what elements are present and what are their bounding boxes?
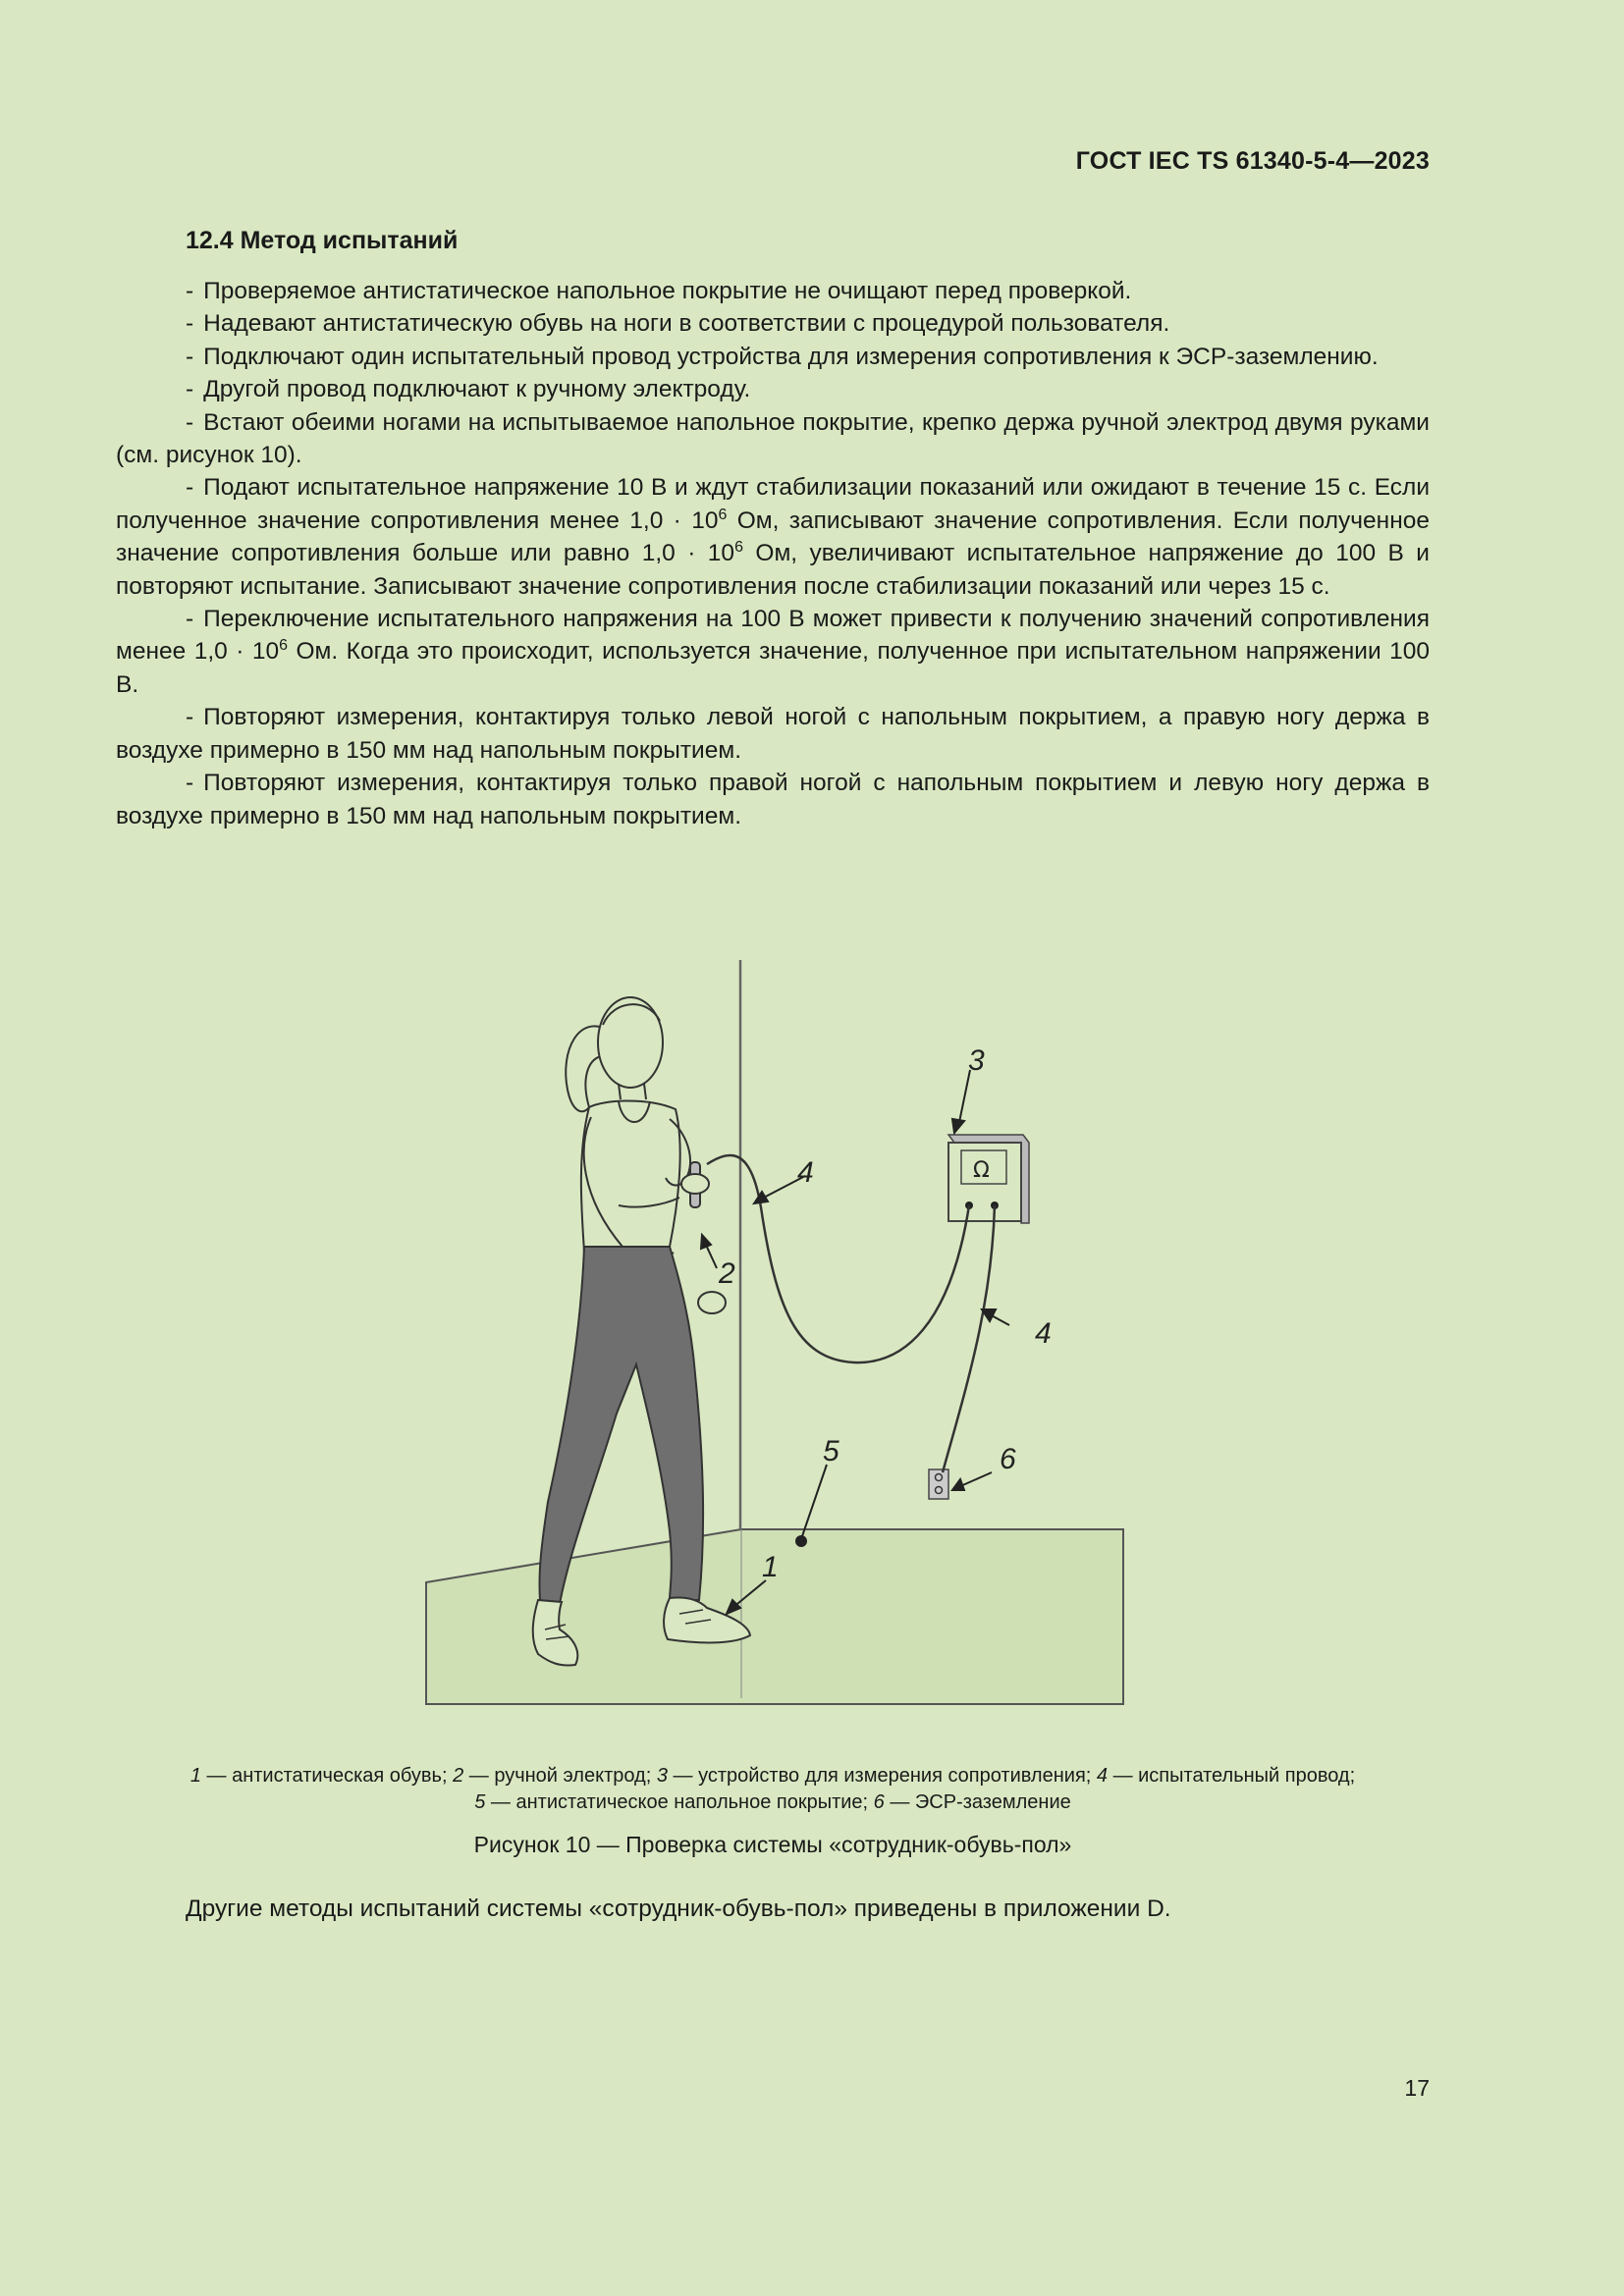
esd-ground-socket <box>929 1469 948 1499</box>
paragraph: - Надевают антистатическую обувь на ноги в соответствии с процедурой пользователя. <box>186 310 1170 338</box>
paragraph: - Другой провод подключают к ручному электроду. <box>186 376 751 403</box>
figure-legend <box>116 1763 1430 1816</box>
paragraph: - Подключают один испытательный провод устройства для измерения сопротивления к ЭСР-заземлению. <box>186 343 1379 370</box>
figure-label: 4 <box>797 1156 814 1189</box>
document-header: ГОСТ IEC TS 61340-5-4—2023 <box>1075 147 1430 175</box>
figure-label: 1 <box>762 1551 779 1583</box>
body-text <box>116 275 1430 832</box>
paragraph: - Переключение испытательного напряжения на 100 В может привести к получению значений сопротивления менее $1,0 \cdot 10^6$ Ом. Когда это происходит, используется значение, полученное при испытательном напряжении 100 В. <box>116 606 1430 698</box>
figure-label: 3 <box>968 1044 985 1077</box>
test-lead-hand <box>707 1155 969 1362</box>
paragraph: - Повторяют измерения, контактируя только правой ногой с напольным покрытием и левую ногу держа в воздухе примерно в 150 мм над напольным покрытием. <box>116 770 1430 829</box>
test-lead-ground <box>943 1205 995 1472</box>
figure-caption: Рисунок 10 — Проверка системы «сотрудник-обувь-пол» <box>473 1832 1072 1857</box>
legend-line-2: 5 — антистатическое напольное покрытие; 6 — ЭСР-заземление <box>474 1791 1071 1813</box>
paragraph: - Повторяют измерения, контактируя только левой ногой с напольным покрытием, а правую ногу держа в воздухе примерно в 150 мм над напольным покрытием. <box>116 704 1430 764</box>
legend-line-1: 1 — антистатическая обувь; 2 — ручной электрод; 3 — устройство для измерения сопротивления; 4 — испытательный провод; <box>189 1765 1356 1787</box>
figure-label: 2 <box>719 1257 735 1290</box>
figure-label: 5 <box>823 1435 839 1468</box>
paragraph: - Проверяемое антистатическое напольное покрытие не очищают перед проверкой. <box>186 278 1132 304</box>
resistance-meter <box>948 1135 1029 1223</box>
figure-10-illustration <box>412 952 1139 1718</box>
ohm-symbol: Ω <box>973 1158 990 1183</box>
figure-label: 4 <box>1035 1317 1052 1350</box>
figure-label: 6 <box>1000 1443 1016 1475</box>
paragraph: - Встают обеими ногами на испытываемое напольное покрытие, крепко держа ручной электрод двумя руками (см. рисунок 10). <box>116 408 1430 469</box>
paragraph: - Подают испытательное напряжение 10 В и ждут стабилизации показаний или ожидают в течение 15 с. Если полученное значение сопротивления менее $1,0 \cdot 10^6$ Ом, записывают значение сопротивления. Если полученное значение сопротивления больше или равно $1,0 \cdot 10^6$ Ом, увеличивают испытательное напряжение до 100 В и повторяют испытание. Записывают значение сопротивления после стабилизации показаний или через 15 с. <box>116 474 1430 600</box>
closing-paragraph: Другие методы испытаний системы «сотрудник-обувь-пол» приведены в приложении D. <box>186 1896 1171 1922</box>
section-title: 12.4 Метод испытаний <box>186 227 459 254</box>
page-number: 17 <box>1404 2075 1430 2101</box>
